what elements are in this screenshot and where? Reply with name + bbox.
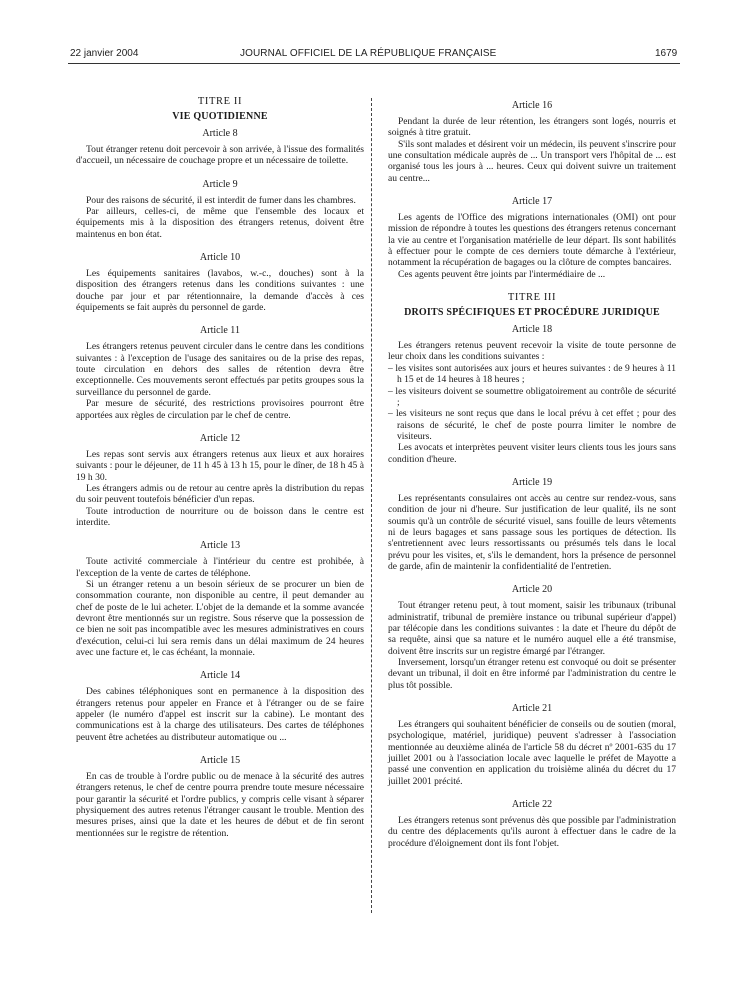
article-heading: Article 21 — [511, 703, 553, 715]
paragraph: Les avocats et interprètes peuvent visiter leurs clients tous les jours sans condition d'heure. — [388, 442, 676, 465]
article-heading: Article 10 — [199, 252, 241, 264]
column-divider — [371, 98, 372, 913]
vie-quotidienne-heading: VIE QUOTIDIENNE — [172, 111, 268, 122]
paragraph: Les repas sont servis aux étrangers retenus aux lieux et aux horaires suivants : pour le déjeuner, de 11 h 45 à 13 h 15, pour le dîner, de 18 h 45 à 19 h 30. — [76, 448, 364, 483]
paragraph: Les étrangers retenus peuvent recevoir la visite de toute personne de leur choix dans les conditions suivantes : — [388, 340, 676, 363]
article-18 — [388, 324, 676, 465]
article-heading: Article 17 — [511, 196, 553, 208]
header-date: 22 janvier 2004 — [70, 48, 139, 59]
article-20 — [388, 584, 676, 691]
article-heading: Article 16 — [511, 100, 553, 111]
article-14 — [76, 670, 364, 743]
paragraph: Les étrangers retenus sont prévenus dès que possible par l'administration du centre des déplacements qu'ils auront à effectuer dans le cadre de la procédure d'éloignement dont ils font l'objet. — [388, 815, 676, 849]
paragraph: Les équipements sanitaires (lavabos, w.-c., douches) sont à la disposition des étrangers retenus dans les conditions suivantes : une douche par jour et par rétentionnaire, la demande d'accès à ces équipements se fait auprès du personnel de garde. — [76, 268, 364, 314]
paragraph: Des cabines téléphoniques sont en permanence à la disposition des étrangers retenus pour appeler en France et à l'étranger ou de se faire appeler (le numéro d'appel est inscrit sur la cabine). Le montant des communications est à la charge des utilisateurs. Des cartes de téléphones peuvent être achetées au distributeur automatique ou ... — [76, 686, 364, 743]
article-heading: Article 22 — [511, 799, 553, 811]
article-16 — [388, 100, 676, 184]
article-heading: Article 12 — [199, 432, 241, 444]
visit-conditions-list — [388, 363, 676, 442]
article-heading: Article 15 — [199, 755, 241, 767]
article-11 — [76, 325, 364, 420]
page-number: 1679 — [655, 48, 678, 59]
header-rule — [68, 63, 680, 64]
article-heading: Article 13 — [199, 540, 241, 552]
paragraph: Par mesure de sécurité, des restrictions provisoires pourront être apportées aux règles de circulation par le chef de centre. — [76, 398, 364, 421]
article-8 — [76, 128, 364, 167]
titre-ii-heading: TITRE II — [197, 96, 243, 107]
right-column — [388, 96, 676, 849]
paragraph: Tout étranger retenu peut, à tout moment, saisir les tribunaux (tribunal administratif, tribunal de première instance ou tribunal supérieur d'appel) par télécopie dans les conditions suivantes : la date et l'heure du dépôt de sa requête, ainsi que sa nature et le numéro auquel elle a été transmise, doivent être inscrits sur un registre émargé par l'étranger. — [388, 600, 676, 657]
paragraph: Pour des raisons de sécurité, il est interdit de fumer dans les chambres. — [86, 194, 356, 206]
list-item: – les visites sont autorisées aux jours et heures suivantes : de 9 heures à 11 h 15 et de 14 heures à 18 heures ; — [388, 362, 676, 386]
paragraph: Ces agents peuvent être joints par l'intermédiaire de ... — [398, 268, 606, 280]
paragraph: Toute introduction de nourriture ou de boisson dans le centre est interdite. — [76, 505, 364, 528]
article-heading: Article 14 — [199, 670, 241, 682]
paragraph: Toute activité commerciale à l'intérieur du centre est prohibée, à l'exception de la vente de cartes de téléphone. — [76, 556, 364, 579]
paragraph: Pendant la durée de leur rétention, les étrangers sont logés, nourris et soignés à titre gratuit. — [388, 116, 676, 139]
paragraph: Les étrangers admis ou de retour au centre après la distribution du repas du soir peuvent toutefois bénéficier d'un repas. — [76, 482, 364, 506]
paragraph: Par ailleurs, celles-ci, de même que l'ensemble des locaux et équipements mis à la disposition des étrangers retenus, doivent être maintenus en bon état. — [76, 206, 364, 240]
article-12 — [76, 433, 364, 528]
list-item: – les visiteurs doivent se soumettre obligatoirement au contrôle de sécurité ; — [388, 385, 676, 408]
titre-iii-heading: TITRE III — [507, 292, 557, 304]
droits-specifiques-heading: DROITS SPÉCIFIQUES ET PROCÉDURE JURIDIQUE — [404, 307, 660, 319]
article-heading: Article 19 — [511, 476, 553, 488]
article-17 — [388, 196, 676, 280]
article-19 — [388, 477, 676, 572]
article-10 — [76, 252, 364, 313]
article-15 — [76, 755, 364, 839]
paragraph: Tout étranger retenu doit percevoir à son arrivée, à l'issue des formalités d'accueil, un nécessaire de couchage propre et un nécessaire de toilette. — [76, 144, 364, 167]
article-heading: Article 18 — [511, 324, 553, 336]
paragraph: Les étrangers qui souhaitent bénéficier de conseils ou de soutien (moral, psychologique, matériel, juridique) peuvent s'adresser à l'association mentionnée au deuxième alinéa de l'article 58 du décret nº 2001-635 du 17 juillet 2001 ou à l'association locale avec laquelle le préfet de Mayotte a passé une convention en application du troisième alinéa du décret du 17 juillet 2001 précité. — [388, 719, 676, 787]
article-9 — [76, 179, 364, 240]
article-heading: Article 11 — [200, 325, 240, 337]
article-22 — [388, 799, 676, 849]
article-13 — [76, 540, 364, 658]
paragraph: Si un étranger retenu a un besoin sérieux de se procurer un bien de consommation courante, non disponible au centre, il peut demander au chef de poste de le lui acheter. L'objet de la demande et la somme avancée devront être mentionnés sur un registre. Sous réserve que la possession de ce bien ne soit pas incompatible avec les mesures administratives en cours d'exécution, celui-ci lui sera remis dans un délai maximum de 24 heures avec une facture et, le cas échéant, la monnaie. — [76, 578, 364, 658]
left-column — [76, 96, 364, 839]
paragraph: S'ils sont malades et désirent voir un médecin, ils peuvent s'inscrire pour une consultation médicale auprès de ... Un transport vers l'hôpital de ... est organisé tous les jours à ... heures. Ceux qui doivent suivre un traitement au centre... — [388, 138, 676, 184]
journal-title: JOURNAL OFFICIEL DE LA RÉPUBLIQUE FRANÇAISE — [240, 48, 497, 59]
list-item: – les visiteurs ne sont reçus que dans le local prévu à cet effet ; pour des raisons de sécurité, le chef de poste pourra limiter le nombre de visiteurs. — [388, 408, 676, 442]
paragraph: Les étrangers retenus peuvent circuler dans le centre dans les conditions suivantes : à l'exception de l'usage des sanitaires ou de la prise des repas, toute circulation en dehors des salles de rétention devra être exceptionnelle. Ces mouvements seront effectués par petits groupes sous la surveillance du personnel de garde. — [76, 341, 364, 398]
paragraph: En cas de trouble à l'ordre public ou de menace à la sécurité des autres étrangers retenus, le chef de centre pourra prendre toute mesure nécessaire pour garantir la sécurité et l'ordre publics, y compris celle visant à séparer physiquement des autres retenus l'étranger causant le trouble. Mention des mesures prises, ainsi que la date et les heures de début et de fin seront mentionnées sur le registre de rétention. — [76, 771, 364, 839]
article-heading: Article 9 — [202, 178, 238, 190]
paragraph: Les agents de l'Office des migrations internationales (OMI) ont pour mission de répondre à toutes les questions des étrangers retenus concernant la vie au centre et l'organisation matérielle de leur départ. Ils sont habilités à effectuer pour le compte de ces derniers toute démarche à l'extérieur, notamment la récupération de bagages ou la clôture de comptes bancaires. — [388, 212, 676, 269]
article-21 — [388, 703, 676, 787]
paragraph: Les représentants consulaires ont accès au centre sur rendez-vous, sans condition de jour ni d'heure. Sur justification de leur qualité, ils ne sont soumis qu'à un contrôle de sécurité visuel, sans fouille de leurs vêtements ni de leurs bagages et sans passage sous les portiques de détection. Ils s'entretiennent avec leurs ressortissants ou présumés tels dans le local prévu pour les visites, et, s'ils le demandent, hors la présence de personnel de garde, afin de maintenir la confidentialité de l'entretien. — [388, 492, 676, 572]
article-heading: Article 8 — [202, 128, 238, 139]
article-heading: Article 20 — [511, 584, 553, 596]
paragraph: Inversement, lorsqu'un étranger retenu est convoqué ou doit se présenter devant un tribunal, il doit en être informé par l'administration du centre le plus tôt possible. — [388, 657, 676, 691]
